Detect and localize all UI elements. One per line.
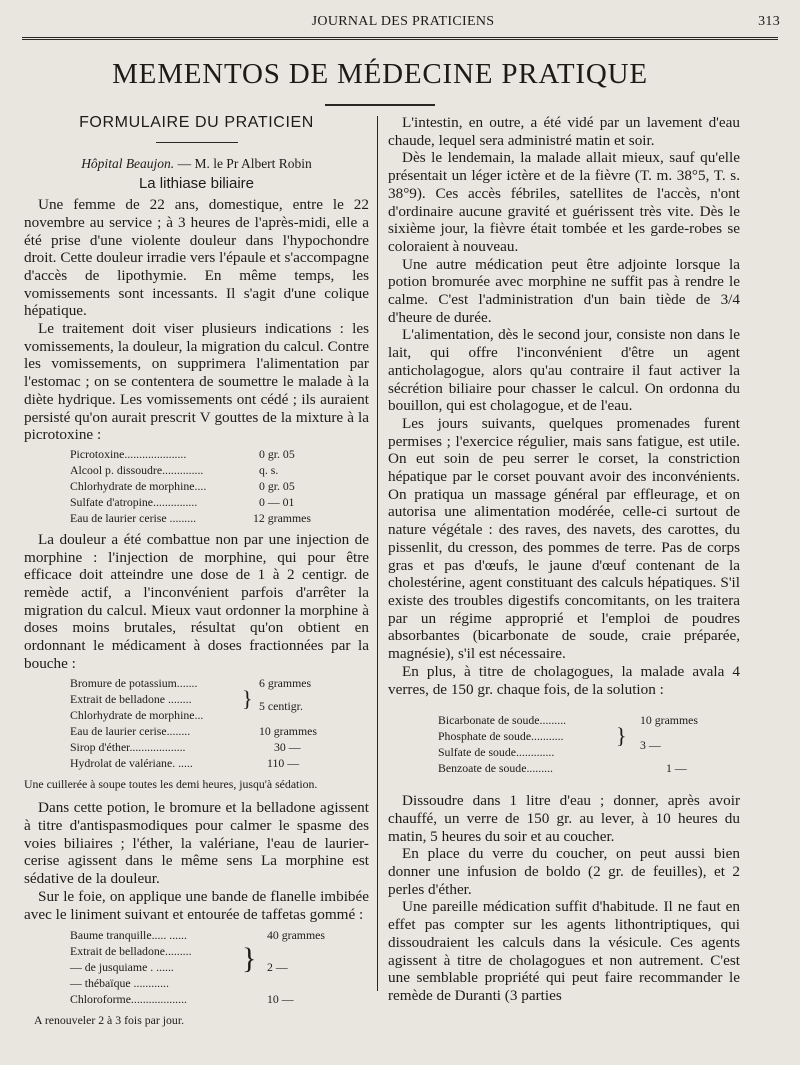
header-rule: [22, 37, 778, 40]
rx-dose: 0 gr. 05: [259, 446, 295, 461]
rx-ingredient: Baume tranquille..... ......: [70, 928, 187, 943]
rx-ingredient: Extrait de belladone.........: [70, 944, 192, 959]
rx-dose: 3 —: [640, 738, 661, 753]
paragraph: Une pareille médication suffit d'habitude. Il ne faut en effet pas compter sur les agents lithontriptiques, qui dissoudraient les calculs dans la vésicule. Ces agents agissent à titre de cholagogues et non autrement. C'est une semblable propriété qui peut faire recommander le remède de Duranti (3 parties: [388, 898, 740, 1004]
rx-ingredient: Bicarbonate de soude.........: [438, 713, 567, 728]
rx-dose: 5 centigr.: [259, 698, 303, 713]
title-rule: [325, 104, 435, 106]
right-column: [388, 114, 740, 1005]
rx-dose: 30 —: [274, 739, 301, 754]
author-name: — M. le Pr Albert Robin: [174, 155, 312, 171]
rx-ingredient: Eau de laurier cerise .........: [70, 510, 197, 525]
rx-dose: 0 — 01: [259, 494, 295, 509]
hospital-name: Hôpital Beaujon.: [81, 155, 175, 171]
paragraph: Une femme de 22 ans, domestique, entre le 22 novembre au service ; à 3 heures de l'après-midi, elle a été prise d'une violente douleur dans l'hypochondre droit. Cette douleur irradie vers l'épaule et s'accompagne d'accès de lipothymie. En même temps, les vomissements sont incessants. Il s'agit d'une colique hépatique.: [24, 196, 369, 320]
prescription-liniment: [24, 927, 369, 1007]
dosage-note: A renouveler 2 à 3 fois par jour.: [34, 1013, 185, 1028]
prescription-picrotoxine: [24, 446, 369, 526]
paragraph: Dans cette potion, le bromure et la belladone agissent à titre d'antispasmodiques pour calmer le spasme des voies biliaires ; l'éther, la valériane, l'eau de laurier-cerise agissent dans le même sens La morphine est sédative de la douleur.: [24, 799, 369, 888]
rx-dose: 10 grammes: [640, 713, 698, 728]
page-number: 313: [758, 14, 780, 29]
paragraph: Les jours suivants, quelques promenades furent permises ; l'exercice régulier, mais sans fatigue, est utile. On eut soin de peu serrer le corset, la constriction hépatique par le corset pouvant avoir des inconvénients. On pratiqua un massage général par effleurage, et on autorisa une alimentation modérée, celle-ci surtout de nature végétale : des raves, des navets, des carottes, du pissenlit, du cresson, des pommes de terre. Pas de corps gras et pas d'œufs, le jaune d'œuf contenant de la cholestérine, agent constituant des calculs hépatiques. S'il existe des troubles digestifs concomitants, on les traitera par un régime approprié et l'emploi de poudres absorbantes (bicarbonate de soude, craie préparée, magnésie), s'il est nécessaire.: [388, 414, 740, 663]
paragraph: Sur le foie, on applique une bande de flanelle imbibée avec le liniment suivant et entourée de taffetas gommé :: [24, 887, 369, 923]
rx-dose: 10 —: [267, 992, 294, 1007]
rx-dose: 1 —: [666, 761, 687, 776]
rx-dose: 2 —: [267, 960, 288, 975]
section-heading: FORMULAIRE DU PRATICIEN: [79, 114, 314, 131]
rx-ingredient: Bromure de potassium.......: [70, 675, 198, 690]
paragraph: En plus, à titre de cholagogues, la malade avala 4 verres, de 150 gr. chaque fois, de la solution :: [388, 662, 740, 698]
paragraph: Le traitement doit viser plusieurs indications : les vomissements, la douleur, la migration du calcul. Contre les vomissements, on supprimera l'alimentation par l'estomac ; on se contentera de soumettre le malade à la diète hydrique. Les vomissements ont cédé ; ils auraient persisté qu'on aurait prescrit V gouttes de la mixture à la picrotoxine :: [24, 320, 369, 444]
paragraph: L'intestin, en outre, a été vidé par un lavement d'eau chaude, lequel sera administré matin et soir.: [388, 114, 740, 149]
running-header: [26, 12, 780, 36]
paragraph: Dissoudre dans 1 litre d'eau ; donner, après avoir chauffé, un verre de 150 gr. au lever, à 10 heures du matin, 5 heures du soir et au coucher.: [388, 792, 740, 845]
page-title: MEMENTOS DE MÉDECINE PRATIQUE: [112, 58, 648, 90]
journal-title: JOURNAL DES PRATICIENS: [311, 14, 495, 29]
rx-dose: 0 gr. 05: [259, 478, 295, 493]
rx-ingredient: Hydrolat de valériane. .....: [70, 755, 193, 770]
article-subject: La lithiase biliaire: [138, 175, 255, 193]
rx-ingredient: Picrotoxine.....................: [70, 446, 187, 461]
rx-ingredient: Benzoate de soude.........: [438, 761, 553, 776]
rx-ingredient: Eau de laurier cerise........: [70, 723, 191, 738]
rx-ingredient: — de jusquiame . ......: [70, 960, 174, 975]
section-rule: [156, 142, 238, 143]
rx-ingredient: Phosphate de soude...........: [438, 729, 564, 744]
brace-symbol: }: [242, 685, 253, 711]
paragraph: Une autre médication peut être adjointe lorsque la potion bromurée avec morphine ne suffit pas à rendre le calme. C'est l'administration d'un bain tiède de 3/4 d'heure de durée.: [388, 255, 740, 326]
rx-dose: 10 grammes: [259, 723, 317, 738]
prescription-potion: [24, 675, 369, 771]
rx-ingredient: Sulfate de soude.............: [438, 745, 555, 760]
rx-ingredient: Extrait de belladone ........: [70, 691, 192, 706]
rx-dose: q. s.: [259, 462, 279, 477]
prescription-solution: [388, 712, 740, 776]
column-divider: [377, 116, 378, 991]
paragraph: L'alimentation, dès le second jour, consiste non dans le lait, qui offre l'inconvénient d'être un agent anticholagogue, alors qu'au contraire il faut activer la sécrétion biliaire pour chasser le calcul. On ordonna du bouillon, qui est cholagogue, et de l'eau.: [388, 326, 740, 415]
rx-ingredient: Chlorhydrate de morphine....: [70, 478, 207, 493]
rx-ingredient: Chloroforme...................: [70, 992, 187, 1007]
rx-ingredient: — thébaïque ............: [70, 976, 169, 991]
paragraph: Dès le lendemain, la malade allait mieux, sauf qu'elle présentait un léger ictère et de la fièvre (T. m. 38°5, T. s. 38°9). Ces accès fébriles, satellites de l'accès, n'ont d'ordinaire aucune gravité et guérissent très vite. Dès le sixième jour, la fièvre était tombée et les garde-robes se coloraient à nouveau.: [388, 149, 740, 255]
rx-dose: 12 grammes: [253, 510, 311, 525]
brace-symbol: }: [616, 723, 627, 749]
left-column: [24, 114, 369, 1036]
rx-ingredient: Chlorhydrate de morphine...: [70, 707, 204, 722]
rx-dose: 6 grammes: [259, 675, 312, 690]
hospital-line: [24, 155, 369, 173]
dosage-note: Une cuillerée à soupe toutes les demi heures, jusqu'à sédation.: [24, 776, 318, 791]
rx-ingredient: Sirop d'éther...................: [70, 739, 186, 754]
paragraph: La douleur a été combattue non par une injection de morphine : l'injection de morphine, qui pour être efficace doit atteindre une dose de 1 à 2 centigr. de remède actif, a l'inconvénient parfois d'arrêter la migration du calcul. Mieux vaut ordonner la morphine à doses moins brutales, résultat qu'on obtient en ordonnant le médicament à doses fractionnées par la bouche :: [24, 530, 369, 672]
paragraph: En place du verre du coucher, on peut aussi bien donner une infusion de boldo (2 gr. de feuilles), et 2 perles d'éther.: [388, 845, 740, 898]
rx-ingredient: Sulfate d'atropine...............: [70, 494, 198, 509]
rx-dose: 110 —: [267, 755, 300, 770]
brace-symbol: }: [242, 942, 257, 976]
rx-dose: 40 grammes: [267, 928, 325, 943]
rx-ingredient: Alcool p. dissoudre..............: [70, 462, 204, 477]
